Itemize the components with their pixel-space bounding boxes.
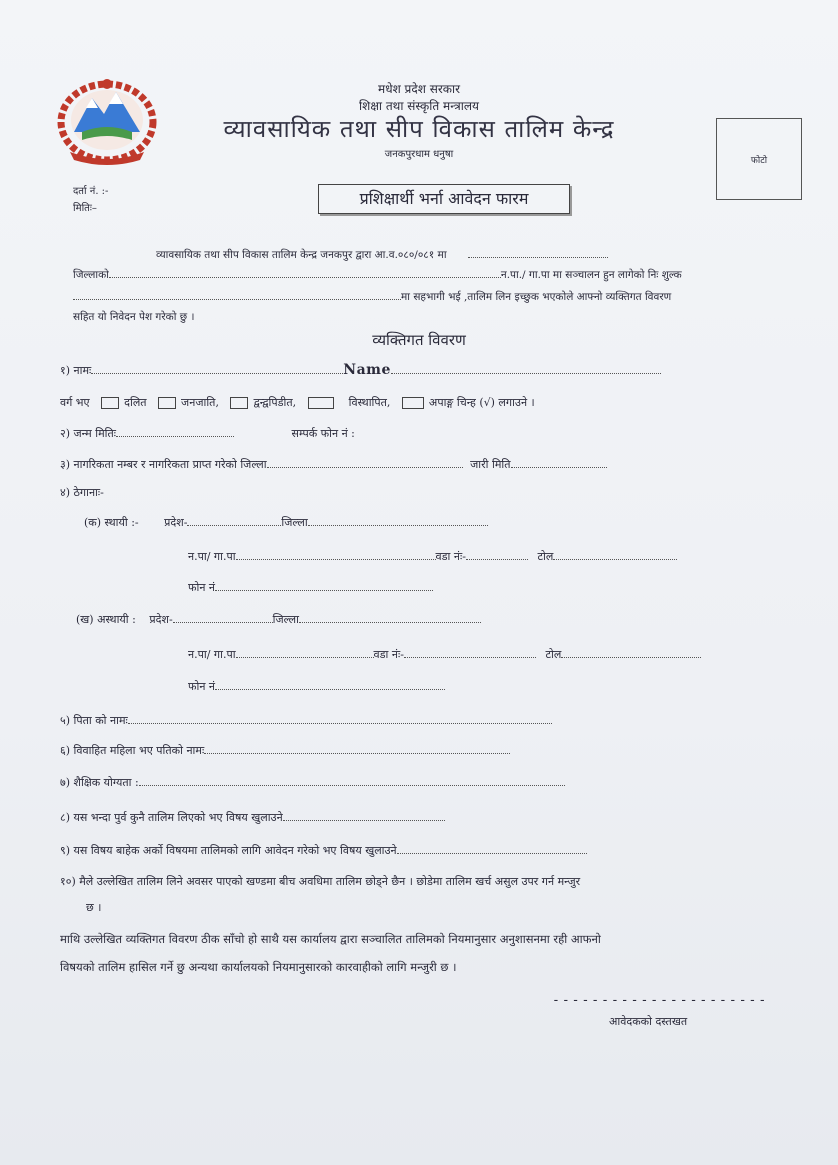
district-field[interactable] bbox=[109, 277, 501, 278]
education-input[interactable] bbox=[139, 785, 565, 786]
registration-no: दर्ता नं. :- bbox=[73, 186, 109, 197]
checkbox-disabled[interactable] bbox=[402, 397, 424, 409]
section-title: व्यक्तिगत विवरण bbox=[372, 331, 466, 349]
name-input-right[interactable] bbox=[391, 373, 661, 374]
husband-row: ६) विवाहित महिला भए पतिको नामः bbox=[60, 743, 510, 758]
temporary-municipality-input[interactable] bbox=[236, 657, 374, 658]
dob-row: २) जन्म मितिः सम्पर्क फोन नं : bbox=[60, 427, 355, 440]
permanent-district-input[interactable] bbox=[308, 525, 488, 526]
signature-label: आवेदकको दस्तखत bbox=[609, 1015, 688, 1028]
temporary-tole-input[interactable] bbox=[561, 657, 701, 658]
pledge-line-2: छ । bbox=[86, 901, 102, 914]
permanent-municipality-input[interactable] bbox=[236, 559, 436, 560]
intro-line-2: जिल्लाको न.पा./ गा.पा मा सञ्चालन हुन लागेको निः शुल्क bbox=[73, 269, 682, 281]
issue-date-input[interactable] bbox=[511, 467, 607, 468]
temporary-address-row: (ख) अस्थायी : प्रदेश- जिल्ला bbox=[76, 612, 481, 627]
photo-box[interactable] bbox=[716, 118, 802, 200]
form-date: मितिः– bbox=[73, 203, 97, 214]
photo-label: फोटो bbox=[750, 155, 768, 166]
permanent-municipality-row: न.पा/ गा.पा वडा नंः- टोल bbox=[188, 549, 677, 564]
center-location: जनकपुरधाम धनुषा bbox=[384, 149, 454, 160]
other-application-row: ९) यस विषय बाहेक अर्को विषयमा तालिमको लागि आवेदन गरेको भए विषय खुलाउने bbox=[60, 843, 587, 858]
pledge-line-1: १०) मैले उल्लेखित तालिम लिने अवसर पाएको खण्डमा बीच अवधिमा तालिम छोड्ने छैन । छोडेमा तालिम खर्च असुल उपर गर्न मन्जुर bbox=[60, 875, 581, 888]
ministry-name: शिक्षा तथा संस्कृति मन्त्रालय bbox=[359, 99, 479, 113]
temporary-phone-input[interactable] bbox=[215, 689, 445, 690]
father-name-input[interactable] bbox=[128, 723, 552, 724]
name-row: १) नामः Name bbox=[60, 362, 661, 378]
name-placeholder: Name bbox=[343, 362, 391, 378]
permanent-ward-input[interactable] bbox=[466, 559, 528, 560]
intro-line-1: व्यावसायिक तथा सीप विकास तालिम केन्द्र जनकपुर द्वारा आ.व.०८०/०८१ मा bbox=[156, 248, 608, 262]
dob-input[interactable] bbox=[116, 436, 234, 437]
prev-training-input[interactable] bbox=[283, 820, 445, 821]
permanent-phone-row: फोन नं bbox=[188, 580, 433, 595]
checkbox-dalit[interactable] bbox=[101, 397, 119, 409]
form-title: प्रशिक्षार्थी भर्ना आवेदन फारम bbox=[318, 184, 570, 214]
name-input-left[interactable] bbox=[91, 373, 343, 374]
temporary-province-input[interactable] bbox=[173, 622, 273, 623]
prev-training-row: ८) यस भन्दा पुर्व कुनै तालिम लिएको भए विषय खुलाउने bbox=[60, 810, 445, 825]
temporary-district-input[interactable] bbox=[299, 622, 481, 623]
government-name: मधेश प्रदेश सरकार bbox=[378, 82, 460, 96]
permanent-phone-input[interactable] bbox=[215, 590, 433, 591]
municipality-field[interactable] bbox=[73, 299, 401, 300]
temporary-ward-input[interactable] bbox=[404, 657, 536, 658]
checkbox-janajati[interactable] bbox=[158, 397, 176, 409]
father-row: ५) पिता को नामः bbox=[60, 713, 552, 728]
temporary-municipality-row: न.पा/ गा.पा वडा नंः- टोल bbox=[188, 647, 701, 662]
intro-line-3: मा सहभागी भई ,तालिम लिन इच्छुक भएकोले आफ्नो व्यक्तिगत विवरण bbox=[73, 290, 671, 304]
other-application-input[interactable] bbox=[397, 853, 587, 854]
husband-name-input[interactable] bbox=[204, 753, 510, 754]
permanent-tole-input[interactable] bbox=[553, 559, 677, 560]
declaration-line-2: विषयको तालिम हासिल गर्ने छु अन्यथा कार्यालयको नियमानुसारको कारवाहीको लागि मन्जुरी छ । bbox=[60, 960, 457, 974]
address-label: ४) ठेगानाः- bbox=[60, 486, 104, 499]
permanent-address-row: (क) स्थायी :- प्रदेश- जिल्ला bbox=[84, 515, 488, 530]
center-name: व्यावसायिक तथा सीप विकास तालिम केन्द्र bbox=[223, 115, 615, 143]
checkbox-displaced[interactable] bbox=[308, 397, 334, 409]
citizenship-input[interactable] bbox=[267, 467, 463, 468]
permanent-province-input[interactable] bbox=[187, 525, 281, 526]
education-row: ७) शैक्षिक योग्यता : bbox=[60, 775, 565, 790]
checkbox-conflict-victim[interactable] bbox=[230, 397, 248, 409]
temporary-phone-row: फोन नं bbox=[188, 679, 445, 694]
citizenship-row: ३) नागरिकता नम्बर र नागरिकता प्राप्त गरेको जिल्ला जारी मिति bbox=[60, 457, 607, 472]
intro-line-4: सहित यो निवेदन पेश गरेको छु । bbox=[73, 311, 195, 323]
signature-line[interactable]: ---------------------- bbox=[552, 993, 769, 1008]
category-row: वर्ग भए दलित जनजाति, द्वन्द्वपिडीत, विस्थापित, अपाङ्ग चिन्ह (√) लगाउने । bbox=[60, 396, 535, 409]
training-name-field[interactable] bbox=[468, 257, 608, 258]
declaration-line-1: माथि उल्लेखित व्यक्तिगत विवरण ठीक साँचो हो साथै यस कार्यालय द्वारा सञ्चालित तालिमको नियमानुसार अनुशासनमा रही आफनो bbox=[60, 932, 601, 946]
